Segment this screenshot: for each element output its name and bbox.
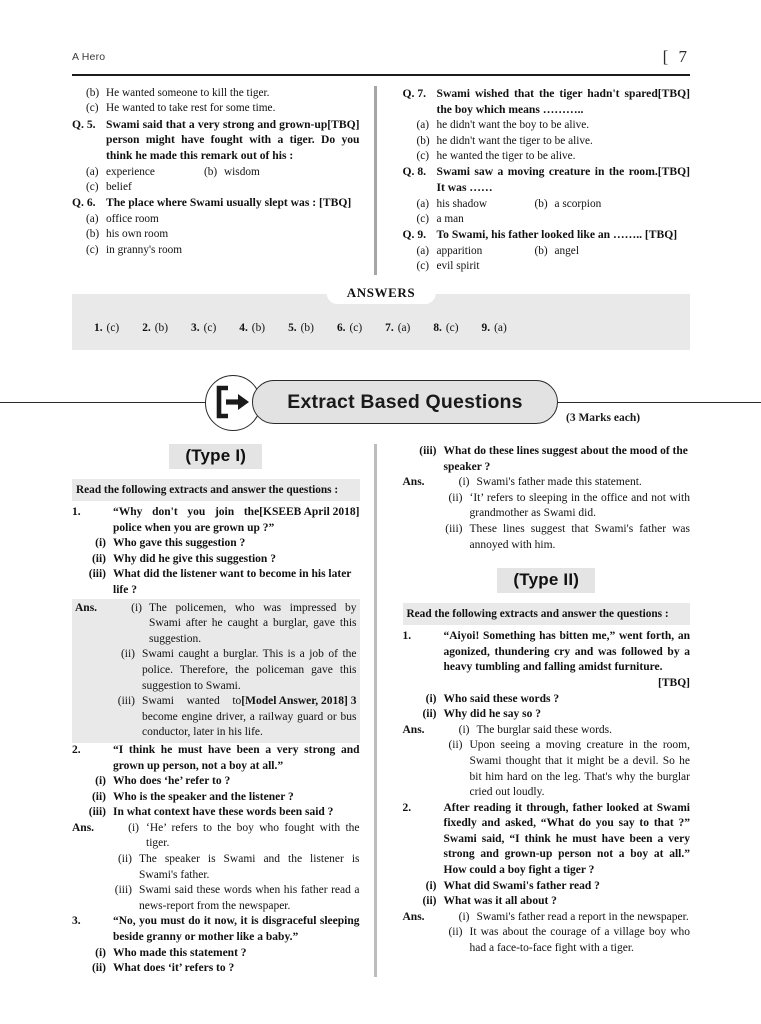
option-row bbox=[72, 243, 360, 258]
sub-question bbox=[72, 790, 360, 806]
banner-marks: (3 Marks each) bbox=[566, 412, 641, 424]
answer-sub-label: (i) bbox=[458, 910, 470, 923]
column-divider bbox=[374, 86, 377, 275]
answer-text: Swami's father read a report in the newspaper. bbox=[476, 910, 689, 923]
sub-text: Who is the speaker and the listener ? bbox=[113, 790, 294, 803]
option-label: (c) bbox=[416, 150, 430, 162]
answer-label: Ans. bbox=[402, 476, 425, 489]
sub-text: Who does ‘he’ refer to ? bbox=[113, 775, 231, 788]
answer-number: 7. bbox=[385, 322, 394, 334]
option-row bbox=[403, 134, 691, 149]
sub-label: (i) bbox=[95, 537, 106, 550]
answer-sub-label: (ii) bbox=[117, 853, 132, 866]
answer-number: 8. bbox=[433, 322, 442, 334]
extract-1 bbox=[403, 629, 691, 676]
answer-value: (c) bbox=[445, 322, 459, 334]
question-stem: The place where Swami usually slept was : bbox=[106, 196, 317, 210]
sub-text: What do these lines suggest about the mood of the speaker ? bbox=[443, 445, 688, 473]
question-stem-wrap bbox=[437, 164, 691, 195]
question-stem-wrap bbox=[106, 195, 360, 211]
answer-value: (c) bbox=[106, 322, 120, 334]
option-label: (a) bbox=[416, 119, 430, 132]
question-q8 bbox=[403, 164, 691, 195]
question-stem: To Swami, his father looked like an …….. bbox=[436, 228, 642, 242]
sub-label: (ii) bbox=[91, 962, 106, 975]
option-text: belief bbox=[106, 181, 132, 193]
extract-source: [KSEEB April 2018] bbox=[259, 506, 360, 518]
sub-question bbox=[72, 567, 360, 598]
extract-2 bbox=[72, 743, 360, 774]
answer-label: Ans. bbox=[402, 910, 425, 923]
sub-question bbox=[72, 774, 360, 790]
answer-row bbox=[72, 852, 360, 883]
sub-label: (ii) bbox=[91, 790, 106, 803]
type-2-badge: (Type II) bbox=[497, 568, 595, 593]
answer-number: 1. bbox=[94, 322, 103, 334]
answer-sub-label: (ii) bbox=[448, 491, 463, 504]
option-text: a scorpion bbox=[554, 197, 602, 210]
answer-row bbox=[403, 491, 691, 522]
option-label: (b) bbox=[534, 197, 548, 210]
column-divider bbox=[374, 444, 377, 977]
question-q7 bbox=[403, 86, 691, 117]
answer-row bbox=[403, 910, 691, 926]
answer-sub-label: (i) bbox=[458, 723, 470, 736]
extract-number: 2. bbox=[72, 743, 81, 756]
option-row bbox=[403, 212, 691, 227]
answer-value: (b) bbox=[251, 322, 266, 334]
question-stem: Swami said that a very strong and grown-up person might have fought with a tiger. Do you think he made this remark out of his : bbox=[106, 117, 360, 162]
question-number: Q. 8. bbox=[402, 165, 427, 179]
extract-text-wrap bbox=[113, 505, 360, 536]
option-text: office room bbox=[106, 213, 159, 225]
option-label: (a) bbox=[86, 165, 99, 178]
answer-text: Swami wanted to become engine driver, a railway guard or bus conductor, later in his life. bbox=[142, 695, 357, 739]
option-text: his shadow bbox=[436, 197, 488, 210]
option-label: (b) bbox=[534, 245, 548, 257]
option-text: apparition bbox=[436, 245, 483, 257]
answer-text: Swami said these words when his father read a news-report from the newspaper. bbox=[139, 884, 360, 912]
option-text: in granny's room bbox=[106, 243, 183, 256]
option-row bbox=[72, 86, 360, 101]
sub-question bbox=[403, 707, 691, 723]
question-number: Q. 5. bbox=[72, 117, 96, 131]
sub-label: (i) bbox=[95, 946, 106, 959]
sub-label: (iii) bbox=[419, 445, 437, 457]
sub-label: (i) bbox=[425, 879, 437, 892]
option-label: (c) bbox=[416, 213, 430, 225]
read-instruction-type2: Read the following extracts and answer the questions : bbox=[403, 603, 691, 625]
answer-item bbox=[288, 322, 314, 334]
answer-number: 9. bbox=[481, 322, 491, 334]
answer-row bbox=[403, 522, 691, 553]
answer-text: These lines suggest that Swami's father was annoyed with him. bbox=[469, 522, 690, 551]
sub-label: (iii) bbox=[88, 568, 106, 581]
option-pair-row bbox=[403, 197, 691, 212]
sub-question bbox=[72, 961, 360, 977]
extract-number: 3. bbox=[72, 915, 81, 928]
answer-number: 6. bbox=[336, 322, 346, 334]
answer-sub-label: (iii) bbox=[445, 522, 463, 535]
answers-list bbox=[94, 322, 680, 334]
answer-number: 2. bbox=[142, 322, 151, 334]
sub-text: Who made this statement ? bbox=[113, 946, 247, 959]
question-q6 bbox=[72, 195, 360, 211]
sub-text: Why did he say so ? bbox=[443, 708, 541, 721]
answer-text: Upon seeing a moving creature in the room, Swami thought that it might be a devil. So he bit him hard on the leg. That's why the burglar cried out loudly. bbox=[469, 739, 690, 799]
answer-label: Ans. bbox=[75, 601, 98, 614]
page-number: [ 7 bbox=[662, 47, 690, 66]
header-rule bbox=[72, 74, 690, 76]
answer-row bbox=[72, 883, 360, 914]
option-text: angel bbox=[554, 245, 579, 257]
question-q9 bbox=[403, 227, 691, 243]
option-row bbox=[403, 118, 691, 133]
option-text: experience bbox=[106, 165, 155, 178]
extract-3 bbox=[72, 914, 360, 945]
option-label: (b) bbox=[416, 134, 430, 147]
answer-item bbox=[482, 322, 507, 334]
option-label: (c) bbox=[416, 260, 430, 273]
option-pair-row bbox=[72, 165, 360, 180]
banner-pill bbox=[252, 380, 558, 424]
extract-number: 2. bbox=[402, 801, 412, 814]
answer-item bbox=[433, 322, 458, 334]
extract-questions-section bbox=[72, 444, 690, 977]
option-label: (c) bbox=[86, 181, 99, 193]
answer-value: (b) bbox=[300, 322, 314, 334]
answer-number: 4. bbox=[239, 322, 248, 334]
mcq-column-left bbox=[72, 86, 370, 275]
option-label: (a) bbox=[86, 213, 99, 225]
answer-value: (a) bbox=[494, 322, 507, 334]
option-pair-row bbox=[403, 244, 691, 259]
question-stem: Swami wished that the tiger hadn't spared the boy which means ……….. bbox=[436, 87, 658, 116]
extract-number: 1. bbox=[72, 506, 81, 518]
answer-item bbox=[94, 322, 119, 334]
answer-item bbox=[191, 322, 216, 334]
answer-row bbox=[403, 738, 691, 800]
sub-question bbox=[403, 692, 691, 708]
option-text: he wanted the tiger to be alive. bbox=[436, 150, 576, 162]
option-row bbox=[403, 149, 691, 164]
sub-text: What does ‘it’ refers to ? bbox=[113, 962, 235, 975]
extract-arrow-icon bbox=[206, 376, 258, 428]
option-label: (b) bbox=[86, 228, 100, 241]
extract-1 bbox=[72, 505, 360, 536]
answer-sub-label: (i) bbox=[128, 821, 139, 834]
answers-title: ANSWERS bbox=[327, 283, 436, 304]
answer-row bbox=[403, 475, 691, 491]
extract-number: 1. bbox=[402, 630, 412, 643]
option-text: He wanted to take rest for some time. bbox=[106, 102, 276, 115]
read-instruction-type1: Read the following extracts and answer the questions : bbox=[72, 479, 360, 501]
option-row bbox=[403, 259, 691, 274]
question-q5 bbox=[72, 117, 360, 164]
sub-label: (ii) bbox=[91, 552, 106, 565]
option-label: (c) bbox=[86, 102, 99, 115]
answer-label: Ans. bbox=[72, 821, 95, 834]
sub-question bbox=[72, 536, 360, 552]
option-text: He wanted someone to kill the tiger. bbox=[106, 87, 270, 99]
answer-value: (c) bbox=[203, 322, 217, 334]
answer-row bbox=[75, 694, 357, 741]
answer-number: 5. bbox=[288, 322, 297, 334]
answer-block-type1-q1 bbox=[72, 599, 360, 743]
question-stem: Swami saw a moving creature in the room. It was …… bbox=[436, 165, 658, 194]
option-text: he didn't want the tiger to be alive. bbox=[436, 134, 593, 147]
answer-text: Swami's father made this statement. bbox=[476, 476, 642, 489]
question-number: Q. 9. bbox=[402, 228, 427, 242]
answer-row bbox=[403, 925, 691, 956]
option-label: (b) bbox=[86, 87, 100, 99]
answer-sub-label: (ii) bbox=[448, 926, 463, 939]
option-row bbox=[72, 212, 360, 227]
chapter-title: A Hero bbox=[72, 51, 106, 63]
sub-label: (ii) bbox=[422, 708, 437, 721]
sub-question bbox=[72, 805, 360, 821]
banner-title: Extract Based Questions bbox=[287, 390, 523, 413]
extract-tag-row bbox=[403, 676, 691, 692]
answer-item bbox=[385, 322, 410, 334]
option-row bbox=[72, 180, 360, 195]
answer-value: (b) bbox=[154, 322, 169, 334]
answer-sub-label: (iii) bbox=[114, 884, 132, 897]
answer-item bbox=[142, 322, 168, 334]
extract-text: “Aiyoi! Something has bitten me,” went forth, an agonized, thundering cry and was followed by a heavy tumbling and falling amidst furniture. bbox=[443, 630, 690, 674]
extract-column-right bbox=[381, 444, 691, 977]
question-tag: [TBQ] bbox=[644, 228, 678, 242]
answer-sub-label: (ii) bbox=[120, 648, 135, 661]
answer-text: The speaker is Swami and the listener is Swami's father. bbox=[139, 853, 360, 881]
sub-label: (ii) bbox=[422, 895, 437, 908]
sub-question bbox=[403, 879, 691, 895]
extract-column-left bbox=[72, 444, 370, 977]
answer-sub-label: (iii) bbox=[117, 695, 135, 708]
option-label: (b) bbox=[204, 165, 218, 178]
answer-row bbox=[75, 601, 357, 648]
answer-source: [Model Answer, 2018] 3 bbox=[241, 695, 357, 708]
question-number: Q. 7. bbox=[402, 87, 427, 100]
section-banner bbox=[0, 372, 761, 434]
answers-band bbox=[72, 285, 690, 350]
answer-item bbox=[239, 322, 265, 334]
option-row bbox=[72, 101, 360, 116]
extract-tag: [TBQ] bbox=[658, 676, 690, 689]
mcq-section bbox=[72, 86, 690, 275]
answer-row bbox=[75, 647, 357, 694]
extract-text: “I think he must have been a very strong and grown up person, not a boy at all.” bbox=[113, 743, 360, 772]
type-1-badge: (Type I) bbox=[169, 444, 262, 469]
option-text: evil spirit bbox=[436, 260, 480, 273]
question-tag: [TBQ] bbox=[319, 196, 352, 210]
extract-text: “Why don't you join the police when you are grown up ?” bbox=[113, 506, 275, 534]
extract-2 bbox=[403, 801, 691, 879]
answer-text: The policemen, who was impressed by Swami after he caught a burglar, gave this suggestion. bbox=[149, 601, 357, 645]
option-text: wisdom bbox=[224, 165, 260, 178]
sub-text: Who said these words ? bbox=[443, 692, 560, 705]
option-row bbox=[72, 227, 360, 242]
answer-value: (a) bbox=[397, 322, 411, 334]
answer-row bbox=[403, 723, 691, 739]
sub-question bbox=[403, 894, 691, 910]
answer-text: Swami caught a burglar. This is a job of the police. Therefore, the policeman gave this suggestion to Swami. bbox=[142, 648, 357, 692]
sub-text: What did Swami's father read ? bbox=[443, 879, 600, 892]
extract-text: After reading it through, father looked at Swami fixedly and asked, “What do you say to that ?” Swami said, “I think he must have been a very strong and grown-up person not a boy at all.” How could a boy fight a tiger ? bbox=[443, 801, 690, 877]
question-stem-wrap bbox=[106, 117, 360, 164]
question-stem-wrap bbox=[437, 227, 691, 243]
answer-text: ‘It’ refers to sleeping in the office and not with grandmother as Swami did. bbox=[469, 491, 690, 520]
option-text: a man bbox=[436, 213, 464, 225]
answer-text: ‘He’ refers to the boy who fought with the tiger. bbox=[146, 821, 360, 850]
sub-label: (iii) bbox=[88, 806, 106, 819]
mcq-column-right bbox=[381, 86, 691, 275]
running-head bbox=[72, 48, 690, 66]
answer-item bbox=[337, 322, 362, 334]
sub-text: What was it all about ? bbox=[443, 895, 557, 908]
sub-label: (i) bbox=[95, 775, 106, 788]
answer-sub-label: (i) bbox=[131, 601, 142, 614]
answer-sub-label: (ii) bbox=[448, 739, 463, 752]
question-stem-wrap bbox=[437, 86, 691, 117]
option-label: (c) bbox=[86, 243, 99, 256]
question-tag: [TBQ] bbox=[327, 117, 360, 131]
sub-question bbox=[403, 444, 691, 475]
answer-sub-label: (i) bbox=[458, 476, 470, 489]
answer-label: Ans. bbox=[402, 723, 425, 736]
option-label: (a) bbox=[416, 197, 430, 210]
sub-question bbox=[72, 946, 360, 962]
sub-question bbox=[72, 552, 360, 568]
sub-text: Who gave this suggestion ? bbox=[113, 537, 246, 550]
option-text: he didn't want the boy to be alive. bbox=[436, 119, 590, 132]
question-number: Q. 6. bbox=[72, 196, 96, 210]
sub-text: In what context have these words been said ? bbox=[113, 806, 334, 819]
answer-row bbox=[72, 821, 360, 852]
sub-label: (i) bbox=[425, 692, 437, 705]
option-label: (a) bbox=[416, 245, 430, 257]
answer-text-wrap bbox=[142, 694, 357, 741]
answer-text: The burglar said these words. bbox=[476, 723, 613, 736]
question-tag: [TBQ] bbox=[657, 87, 690, 100]
answer-value: (c) bbox=[349, 322, 363, 334]
answer-text: It was about the courage of a village boy who had a face-to-face fight with a tiger. bbox=[469, 926, 690, 955]
sub-text: Why did he give this suggestion ? bbox=[113, 552, 276, 565]
option-text: his own room bbox=[106, 228, 169, 241]
sub-text: What did the listener want to become in his later life ? bbox=[113, 568, 352, 596]
answer-number: 3. bbox=[191, 322, 200, 334]
question-tag: [TBQ] bbox=[657, 165, 690, 179]
extract-text: “No, you must do it now, it is disgraceful sleeping beside granny or mother like a baby.” bbox=[113, 915, 360, 944]
